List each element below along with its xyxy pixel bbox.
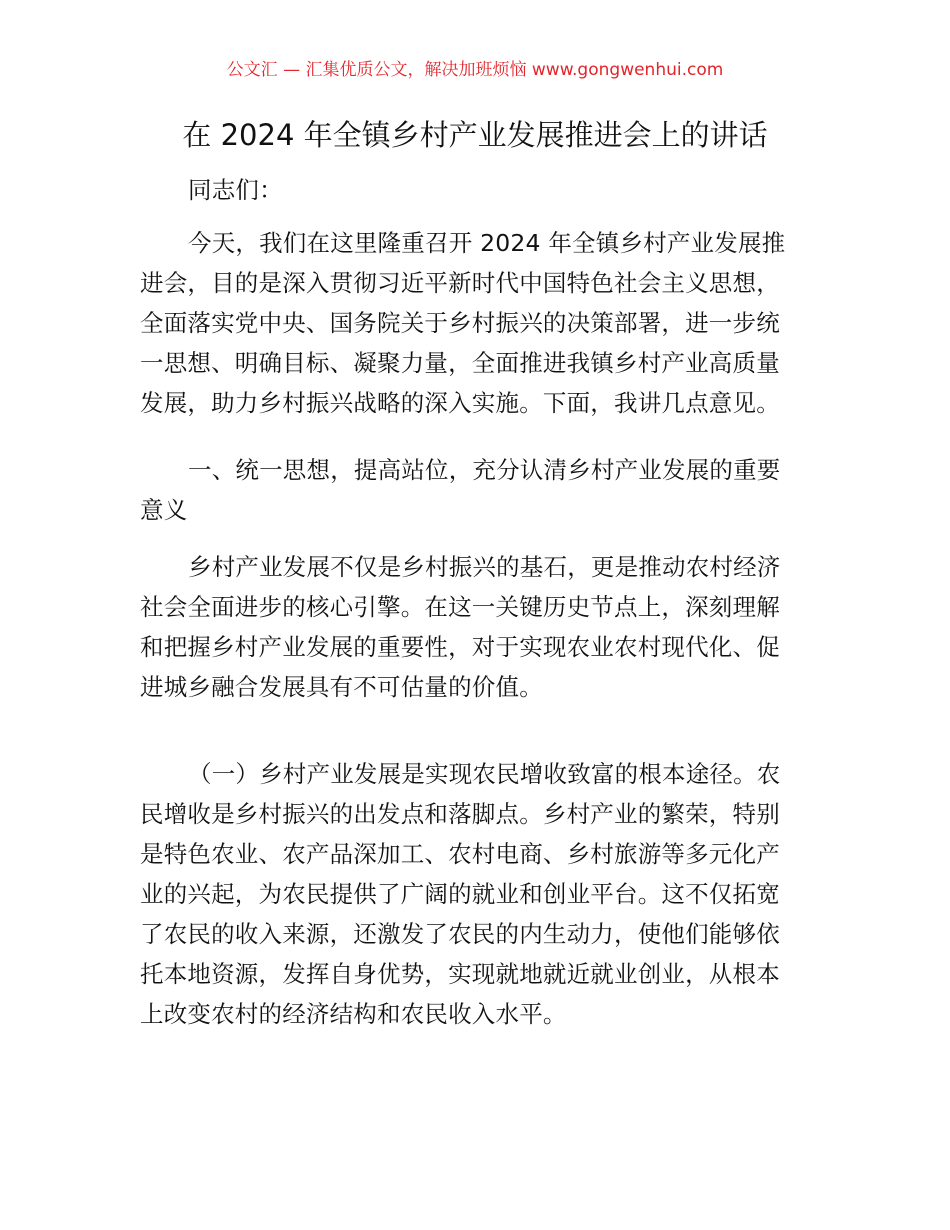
text-line: 进会，目的是深入贯彻习近平新时代中国特色社会主义思想，	[140, 269, 780, 297]
text-line: 今天，我们在这里隆重召开 2024 年全镇乡村产业发展推	[188, 229, 786, 257]
text-line: 意义	[140, 496, 188, 524]
text-line: 上改变农村的经济结构和农民收入水平。	[140, 1000, 567, 1028]
greeting-text: 同志们：	[188, 176, 283, 204]
paragraph-intro	[140, 223, 820, 423]
text-line: 业的兴起，为农民提供了广阔的就业和创业平台。这不仅拓宽	[140, 880, 780, 908]
text-line: 一思想、明确目标、凝聚力量，全面推进我镇乡村产业高质量	[140, 349, 780, 377]
section-heading-1	[140, 450, 820, 530]
text-line: 全面落实党中央、国务院关于乡村振兴的决策部署，进一步统	[140, 309, 780, 337]
text-line: 托本地资源，发挥自身优势，实现就地就近就业创业，从根本	[140, 960, 780, 988]
paragraph-point-1	[140, 754, 820, 1034]
text-line: 乡村产业发展不仅是乡村振兴的基石，更是推动农村经济	[188, 553, 781, 581]
paragraph-significance	[140, 547, 820, 707]
watermark-header: 公文汇 — 汇集优质公文，解决加班烦恼 www.gongwenhui.com	[226, 60, 724, 80]
text-line: 进城乡融合发展具有不可估量的价值。	[140, 673, 543, 701]
text-line: 是特色农业、农产品深加工、农村电商、乡村旅游等多元化产	[140, 840, 780, 868]
text-line: 社会全面进步的核心引擎。在这一关键历史节点上，深刻理解	[140, 593, 780, 621]
text-line: 和把握乡村产业发展的重要性，对于实现农业农村现代化、促	[140, 633, 780, 661]
text-line: 了农民的收入来源，还激发了农民的内生动力，使他们能够依	[140, 920, 780, 948]
greeting	[140, 170, 820, 210]
text-line: 一、统一思想，提高站位，充分认清乡村产业发展的重要	[188, 456, 781, 484]
text-line: 发展，助力乡村振兴战略的深入实施。下面，我讲几点意见。	[140, 389, 780, 417]
text-line: （一）乡村产业发展是实现农民增收致富的根本途径。农	[188, 760, 781, 788]
document-title: 在 2024 年全镇乡村产业发展推进会上的讲话	[182, 118, 768, 152]
text-line: 民增收是乡村振兴的出发点和落脚点。乡村产业的繁荣，特别	[140, 800, 780, 828]
